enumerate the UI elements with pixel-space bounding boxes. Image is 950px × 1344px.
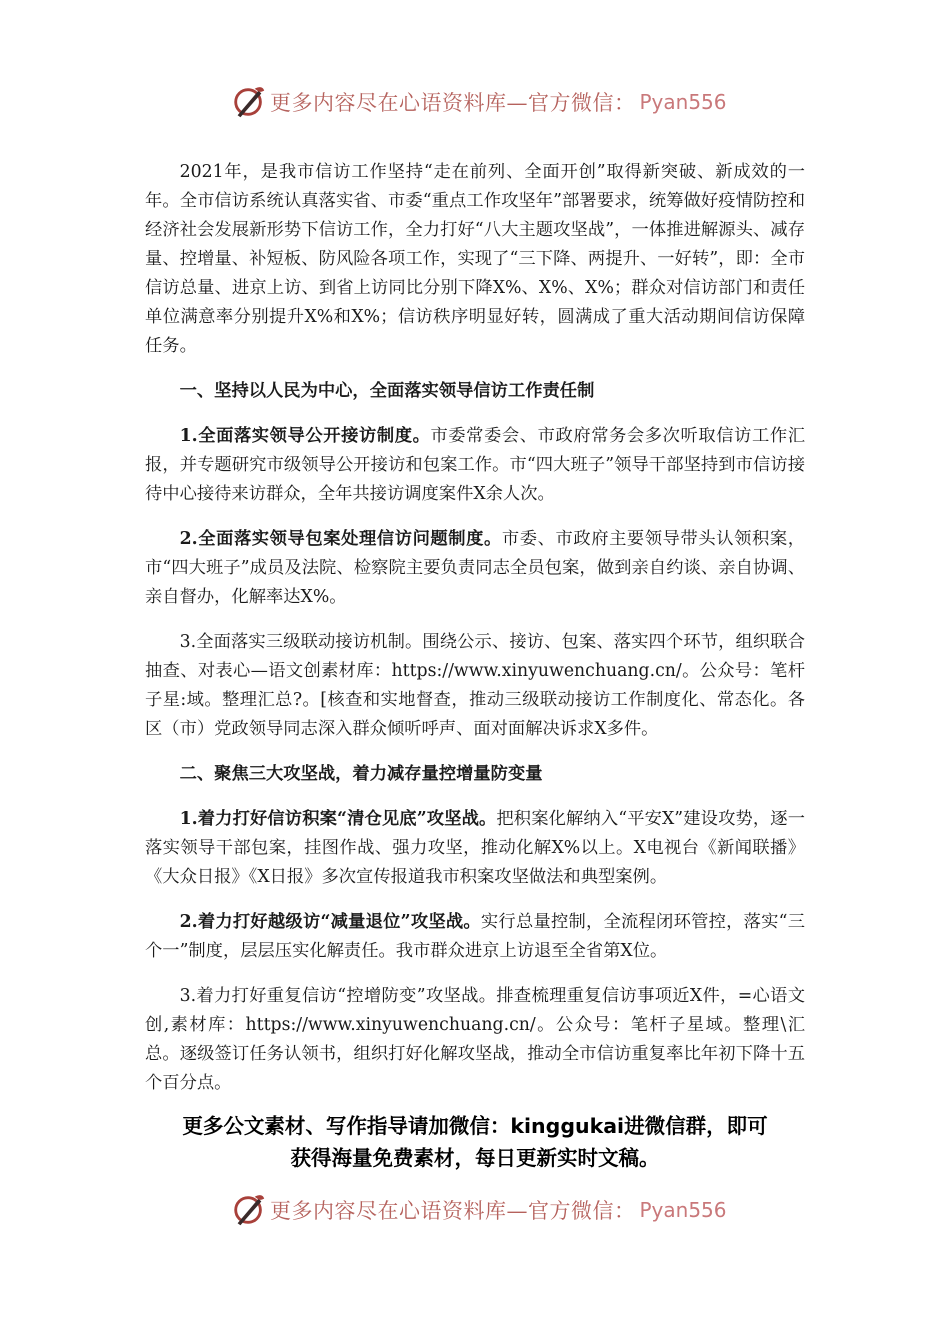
paragraph-2-1-body: 把积案化解纳入“平安X”建设攻势，逐一落实领导干部包案，挂图作战、强力攻坚，推动化解X%以上。X电视台《新闻联播》《大众日报》《X日报》多次宣传报道我市积案攻坚做法和典型案例。 [145,809,805,887]
document-body [145,158,805,1098]
header-banner [0,82,950,122]
section-heading-1: 一、坚持以人民为中心，全面落实领导信访工作责任制 [179,381,595,401]
promo-notice [145,1110,805,1174]
brush-logo-icon [230,83,268,121]
paragraph-1-2-lead: 2.全面落实领导包案处理信访问题制度。 [179,529,502,549]
paragraph-1-1 [145,422,805,509]
intro-paragraph: 2021年，是我市信访工作坚持“走在前列、全面开创”取得新突破、新成效的一年。全市信访系统认真落实省、市委“重点工作攻坚年”部署要求，统筹做好疫情防控和经济社会发展新形势下信访工作，全力打好“八大主题攻坚战”，一体推进解源头、减存量、控增量、补短板、防风险各项工作，实现了“三下降、两提升、一好转”，即：全市信访总量、进京上访、到省上访同比分别下降X%、X%、X%；群众对信访部门和责任单位满意率分别提升X%和X%；信访秩序明显好转，圆满成了重大活动期间信访保障任务。 [145,162,805,356]
paragraph-1-1-body: 市委常委会、市政府常务会多次听取信访工作汇报，并专题研究市级领导公开接访和包案工作。市“四大班子”领导干部坚持到市信访接待中心接待来访群众，全年共接访调度案件X余人次。 [145,426,805,504]
banner-text: 更多内容尽在心语资料库—官方微信： [270,91,636,115]
brush-logo-icon [230,1191,268,1229]
promo-line-2: 获得海量免费素材，每日更新实时文稿。 [290,1146,660,1170]
banner-handle: Pyan556 [639,1198,727,1222]
paragraph-2-3: 3.着力打好重复信访“控增防变”攻坚战。排查梳理重复信访事项近X件，=心语文创,素材库：https://www.xinyuwenchuang.cn/。公众号：笔杆子星域。整理\汇总。逐级签订任务认领书，组织打好化解攻坚战，推动全市信访重复率比年初下降十五个百分点。 [145,986,805,1093]
banner-handle: Pyan556 [639,90,727,114]
paragraph-2-2-lead: 2.着力打好越级访“减量退位”攻坚战。 [179,912,481,932]
paragraph-2-1-lead: 1.着力打好信访积案“清仓见底”攻坚战。 [179,809,497,829]
paragraph-2-2-body: 实行总量控制，全流程闭环管控，落实“三个一”制度，层层压实化解责任。我市群众进京上访退至全省第X位。 [145,912,805,961]
paragraph-2-1 [145,805,805,892]
banner-text: 更多内容尽在心语资料库—官方微信： [270,1199,636,1223]
paragraph-1-1-lead: 1.全面落实领导公开接访制度。 [179,426,431,446]
promo-line-1: 更多公文素材、写作指导请加微信：kinggukai进微信群，即可 [182,1114,768,1138]
paragraph-1-2-body: 市委、市政府主要领导带头认领积案，市“四大班子”成员及法院、检察院主要负责同志全员包案，做到亲自约谈、亲自协调、亲自督办，化解率达X%。 [145,529,805,607]
paragraph-2-2 [145,908,805,966]
section-heading-2: 二、聚焦三大攻坚战，着力减存量控增量防变量 [179,764,543,784]
footer-banner [0,1190,950,1230]
paragraph-1-2 [145,525,805,612]
paragraph-1-3: 3.全面落实三级联动接访机制。围绕公示、接访、包案、落实四个环节，组织联合抽查、对表心—语文创素材库：https://www.xinyuwenchuang.cn/。公众号：笔杆子星:域。整理汇总?。[核查和实地督查，推动三级联动接访工作制度化、常态化。各区（市）党政领导同志深入群众倾听呼声、面对面解决诉求X多件。 [145,632,805,739]
